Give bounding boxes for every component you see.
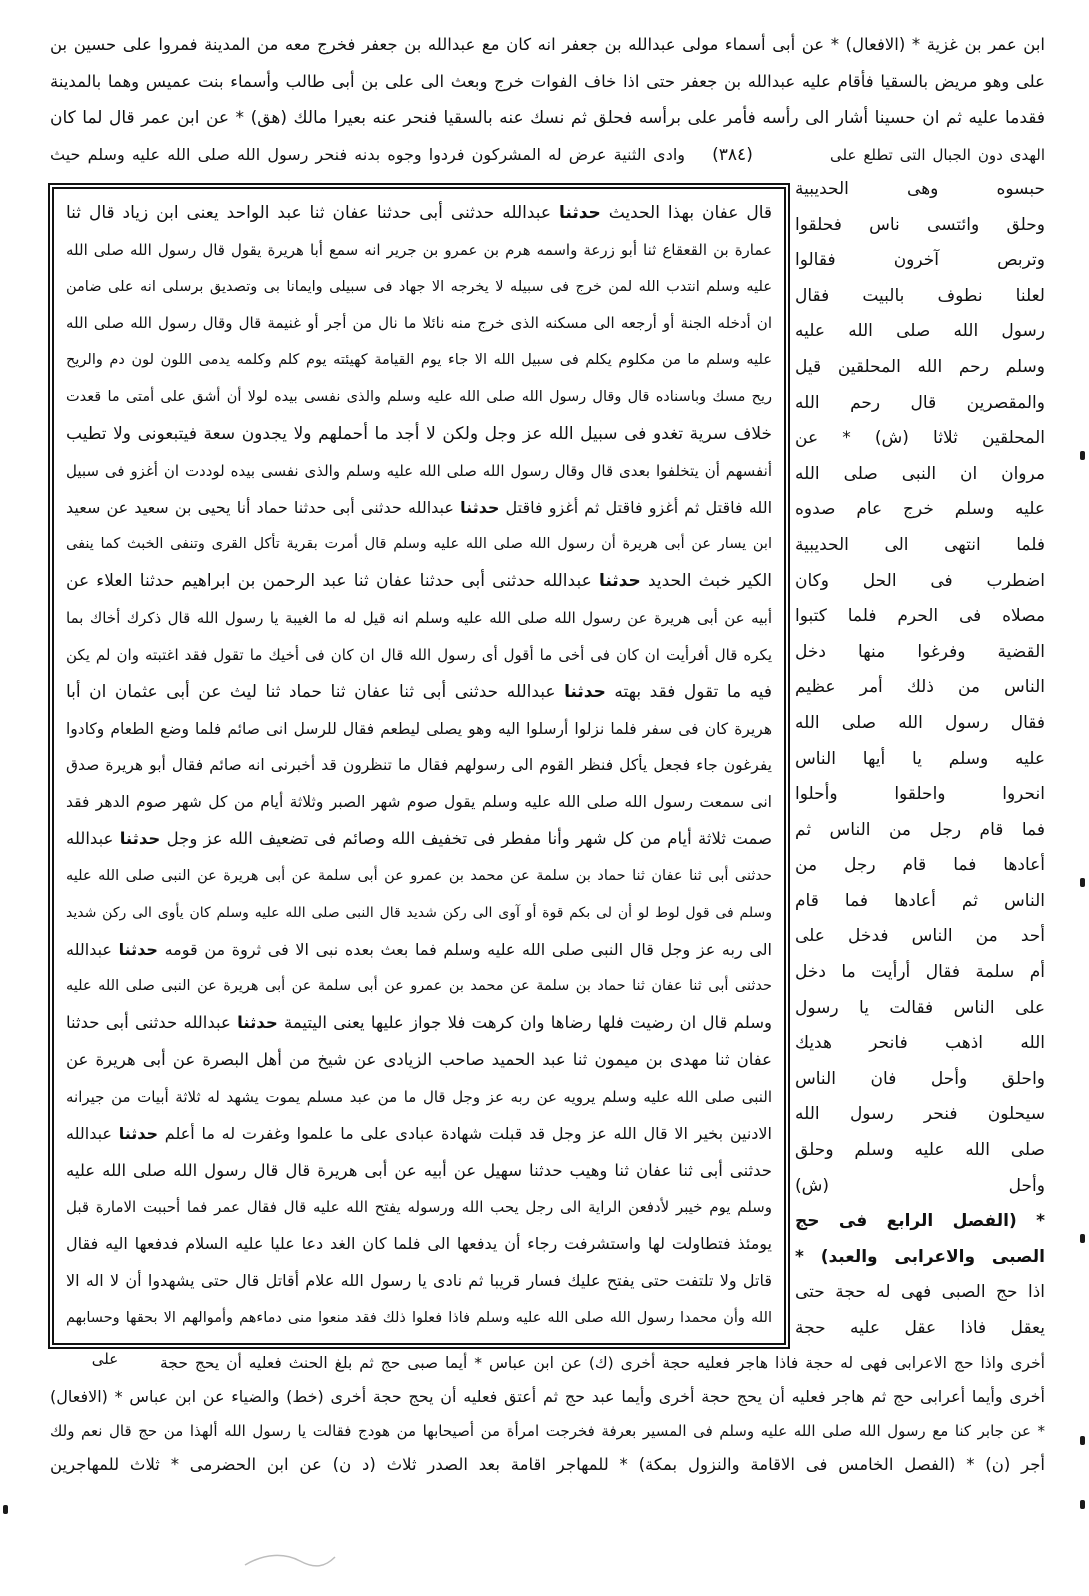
- scan-mark: [1080, 1500, 1085, 1509]
- margin-text-line: عليه وسلم خرج عام صدوه: [795, 499, 1045, 520]
- scan-mark: [1080, 1436, 1085, 1445]
- hadith-text-line: النبى صلى الله عليه وسلم يرويه عن ربه عز وجل قال ما من عبد مسلم يموت يشهد له ثلاثة أبيات من جيرانه: [66, 1087, 772, 1106]
- margin-text-line: الله اذهب فانحر هديك: [795, 1033, 1045, 1054]
- hadith-text-line: عفان ثنا مهدى بن ميمون ثنا عبد الحميد صاحب الزيادى عن شيخ من أهل البصرة عن أبى هريرة عن: [66, 1050, 772, 1070]
- isnad-marker: حدثنا: [119, 829, 161, 849]
- margin-text-line: يعقل فاذا عقل عليه حجة: [795, 1318, 1045, 1338]
- hadith-text-line: الله وأن محمدا رسول الله صلى الله عليه وسلم فاذا فعلوا ذلك فقد منعوا منى دماءهم وأموالهم الا بحقها وحسابهم: [66, 1309, 772, 1326]
- footer-text-line: أجر (ن) * (الفصل الخامس فى الاقامة والنزول بمكة) * للمهاجر اقامة بعد الصدر ثلاث (د ن) عن ابن الحضرمى * ثلاث للمهاجرين: [50, 1455, 1045, 1474]
- header-text-line: فقدما عليه ثم ان حسينا أشار الى رأسه فأمر على برأسه فحلق ثم نسك عنه بالسقيا فنحر عنه بعيرا مالك (هق) * عن ابن عمر قال لما كان: [50, 108, 1045, 129]
- footer-text-line: أخرى وأيما أعرابى حج ثم هاجر فعليه أن يحج حجة أخرى وأيما عبد حج ثم أعتق فعليه أن يحج حجة أخرى (خط) والضياء عن ابن عباس * (الافعال): [50, 1387, 1045, 1406]
- hadith-text-line: هريرة كان فى سفر فلما نزلوا أرسلوا اليه وهو يصلى ليطعم فقال للرسل انى صائم فلما وضع الطعام وكادوا: [66, 719, 772, 738]
- margin-text-line: اذا حج الصبى فهى له حجة حتى: [795, 1282, 1045, 1303]
- header-text-line-right-part: الهدى دون الجبال التى تطلع على: [830, 146, 1045, 165]
- hadith-text-line: الى ربه عز وجل قال النبى صلى الله عليه وسلم فما بعث بعده نبى الا فى ثروة من قومه حدثنا عبدالله: [66, 939, 772, 959]
- footer-text-line: * عن جابر كنا مع رسول الله صلى الله عليه وسلم فى المسير بعرفة فخرجت امرأة من أصيحابها من هودج فقالت يا رسول الله ألهذا من حج قال نعم ولك: [50, 1422, 1045, 1440]
- hadith-text-line: فيه ما تقول فقد بهته حدثنا عبدالله حدثنى أبى ثنا عفان ثنا حماد ثنا ليث عن أبى عثمان ان أبا: [66, 681, 772, 702]
- hadith-text-line: يكره قال أفرأيت ان كان فى أخى ما أقول أى رسول الله قال ان كان فى أخيك ما تقول فقد اغتبته وان لم يكن: [66, 645, 772, 664]
- isnad-marker: حدثنا: [598, 571, 641, 592]
- isnad-marker: حدثنا: [559, 203, 601, 223]
- scan-mark: [3, 1505, 8, 1514]
- chapter-heading-line: الصبى والاعرابى والعبد) *: [795, 1246, 1045, 1267]
- margin-text-line: فما قام رجل من الناس ثم: [795, 819, 1045, 840]
- margin-text-line: فقال رسول الله صلى الله: [795, 712, 1045, 733]
- footer-text-line: أخرى واذا حج الاعرابى فهى له حجة فاذا هاجر فعليه حجة أخرى (ك) عن ابن عباس * أيما صبى حج ثم بلغ الحنث فعليه أن يحج حجة: [160, 1354, 1045, 1372]
- margin-text-line: مروان ان النبى صلى الله: [795, 463, 1045, 484]
- margin-text-line: وتربص آخرون فقالوا: [795, 250, 1045, 271]
- scan-smudge: [240, 1545, 340, 1575]
- hadith-text-line: يومئذ فتطاولت لها واستشرفت رجاء أن يدفعها الى فلما كان الغد دعا عليا عليه السلام فدفعها اليه فقال: [66, 1234, 772, 1254]
- header-text-line: على وهو مريض بالسقيا فأقام عليه عبدالله بن جعفر حتى اذا خاف الفوات خرج وبعث الى على بن أبى طالب وأسماء بنت عميس وهما بالمدينة: [50, 71, 1045, 91]
- hadith-text-line: صمت ثلاثة أيام من كل شهر وأنا مفطر فى تخفيف الله وصائم فى تضعيف الله عز وجل حدثنا عبدالله: [66, 829, 772, 849]
- chapter-heading-line: * (الفصل الرابع فى حج: [795, 1211, 1045, 1232]
- hadith-text-line: وسلم فى قول لوط لو أن لى بكم قوة أو آوى الى ركن شديد قال النبى صلى الله عليه وسلم كان يأوى الى ركن شديد: [66, 904, 772, 921]
- isnad-marker: حدثنا: [564, 681, 606, 702]
- main-text-lines: [66, 195, 772, 1337]
- scan-mark: [1080, 878, 1085, 887]
- header-text-line-left-part: وادى الثنية عرض له المشركون فردوا وجوه بدنه فنحر رسول الله صلى الله عليه وسلم حيث: [50, 145, 685, 165]
- margin-text-line: رسول الله صلى الله عليه: [795, 321, 1045, 342]
- top-text-block: [50, 27, 1045, 174]
- margin-text-line: صلى الله عليه وسلم وحلق: [795, 1140, 1045, 1161]
- hadith-text-line: وسلم قال ان رضيت فلها رضاها وان كرهت فلا جواز عليها يعنى اليتيمة حدثنا عبدالله حدثنى أبى حدثنا: [66, 1013, 772, 1033]
- hadith-text-line: عمارة بن القعقاع ثنا أبو زرعة واسمه هرم بن عمرو بن جرير انه سمع أبا هريرة يقول قال رسول الله صلى الله: [66, 240, 772, 259]
- margin-text-line: عليه وسلم يا أيها الناس: [795, 748, 1045, 769]
- margin-text-line: المحلقين ثلاثا (ش) * عن: [795, 428, 1045, 449]
- margin-text-line: مصلاه فى الحرم فلما كتبوا: [795, 606, 1045, 627]
- margin-text-line: واحلق وأحل فان الناس: [795, 1068, 1045, 1089]
- hadith-text-line: حدثنى أبى ثنا عفان ثنا حماد بن سلمة عن محمد بن عمرو عن أبى سلمة عن أبى هريرة عن النبى صلى الله عليه: [66, 978, 772, 995]
- header-text-line: ابن عمر بن غزية * (الافعال) * عن أبى أسماء مولى عبدالله بن جعفر انه كان مع عبدالله بن جعفر فخرج معه من المدينة فمروا على حسين بن: [50, 35, 1045, 54]
- scan-mark: [1080, 1234, 1085, 1243]
- margin-text-line: على الناس فقالت يا رسول: [795, 997, 1045, 1018]
- margin-text-line: سيحلون فنحر رسول الله: [795, 1104, 1045, 1125]
- margin-text-line: وحلق وائتسى ناس فحلقوا: [795, 214, 1045, 235]
- margin-text-line: حبسوه وهى الحديبية: [795, 179, 1045, 199]
- hadith-text-line: انى سمعت رسول الله صلى الله عليه وسلم يقول صوم شهر الصبر وثلاثة أيام من كل شهر صوم الدهر فقد: [66, 793, 772, 812]
- isnad-marker: حدثنا: [118, 939, 158, 959]
- margin-text-line: وسلم رحم الله المحلقين قيل: [795, 356, 1045, 377]
- margin-text-line: أحد من الناس فدخل على: [795, 926, 1045, 947]
- hadith-text-line: الادنين بخير الا قال الله عز وجل قد قبلت شهادة عبادى على ما علموا وغفرت له ما أعلم حدثنا عبدالله: [66, 1123, 772, 1143]
- hadith-text-line: الله فاقتل ثم أغزو فاقتل ثم أغزو فاقتل حدثنا عبدالله حدثنى أبى حدثنا حماد أنا يحيى بن سعيد عن سعيد: [66, 497, 772, 517]
- bottom-text-block: [50, 1346, 1045, 1482]
- hadith-text-line: حدثنى أبى ثنا عفان ثنا وهيب حدثنا سهيل عن أبيه عن أبى هريرة قال قال رسول الله صلى الله عليه: [66, 1160, 772, 1180]
- isnad-marker: حدثنا: [237, 1013, 278, 1033]
- isnad-marker: حدثنا: [460, 497, 500, 517]
- header-text-line-with-page-number: [50, 137, 1045, 174]
- hadith-text-line: أبيه عن أبى هريرة عن رسول الله صلى الله عليه وسلم انه قيل له ما الغيبة يا رسول الله قال ذكرك أخاك بما: [66, 609, 772, 628]
- margin-text-line: انحروا واحلقوا وأحلوا: [795, 784, 1045, 805]
- hadith-text-line: عليه وسلم انتدب الله لمن خرج فى سبيله لا يخرجه الا جهاد فى سبيلى وايمانا بى وتصديق برسلى انه على ضامن: [66, 278, 772, 295]
- marginal-correction-note: على: [91, 1350, 119, 1368]
- main-text-box: [48, 183, 790, 1349]
- hadith-text-line: قاتل ولا تلتفت حتى يفتح عليك فسار قريبا ثم نادى يا رسول الله علام أقاتل قال حتى يشهدوا أن لا اله الا: [66, 1271, 772, 1291]
- scan-mark: [1080, 451, 1085, 460]
- page-number: (٣٨٤): [712, 145, 753, 166]
- margin-text-line: أم سلمة فقال أرأيت ما دخل: [795, 962, 1045, 983]
- margin-text-line: الناس ثم أعادها فما قام: [795, 890, 1045, 911]
- margin-text-line: والمقصرين قال رحم الله: [795, 392, 1045, 413]
- isnad-marker: حدثنا: [118, 1123, 159, 1143]
- hadith-text-line: ان أدخله الجنة أو أرجعه الى مسكنه الذى خرج منه نائلا ما نال من أجر أو غنيمة قال وقال رسول الله صلى الله: [66, 314, 772, 333]
- hadith-text-line: وسلم يوم خيبر لأدفعن الراية الى رجل يحب الله ورسوله يفتح الله عليه قال فقال عمر فما أحببت الامارة قبل: [66, 1198, 772, 1217]
- margin-column: [795, 172, 1045, 1347]
- margin-text-line: لعلنا نطوف بالبيت فقال: [795, 285, 1045, 306]
- margin-text-line: اضطرب فى الحل وكان: [795, 570, 1045, 591]
- hadith-text-line: حدثنى أبى ثنا عفان ثنا حماد بن سلمة عن محمد بن عمرو عن أبى سلمة عن أبى هريرة عن النبى صلى الله عليه: [66, 867, 772, 884]
- hadith-text-line: قال عفان بهذا الحديث حدثنا عبدالله حدثنى أبى حدثنا عفان ثنا عبد الواحد يعنى ابن زياد قال ثنا: [66, 203, 772, 223]
- margin-text-line: القضية وفرغوا منها دخل: [795, 641, 1045, 662]
- hadith-text-line: عليه وسلم ما من مكلوم يكلم فى سبيل الله الا جاء يوم القيامة كهيئته يوم كلم وكلمه يدمى اللون لون دم والريح: [66, 352, 772, 369]
- hadith-text-line: ريح مسك وباسناده قال وقال رسول الله صلى الله عليه وسلم والذى نفسى بيده لولا أن أشق على أمتى ما قعدت: [66, 389, 772, 406]
- hadith-text-line: ابن يسار عن أبى هريرة أن رسول الله صلى الله عليه وسلم قال أمرت بقرية تأكل القرى وتنفى الخبث كما ينفى: [66, 536, 772, 553]
- margin-text-line: أعادها فما قام رجل من: [795, 855, 1045, 876]
- footer-text-line-with-note: [50, 1346, 1045, 1380]
- hadith-text-line: الكير خبث الحديد حدثنا عبدالله حدثنى أبى حدثنا عفان ثنا عبد الرحمن بن ابراهيم حدثنا العلاء عن: [66, 571, 772, 592]
- margin-text-line: فلما انتهى الى الحديبية: [795, 534, 1045, 555]
- hadith-text-line: أنفسهم أن يتخلفوا بعدى قال وقال رسول الله صلى الله عليه وسلم والذى نفسى بيده لوددت ان أغزو فى سبيل: [66, 461, 772, 480]
- hadith-text-line: خلاف سرية تغدو فى سبيل الله عز وجل ولكن لا أجد ما أحملهم ولا يجدون سعة فيتبعونى ولا تطيب: [66, 423, 772, 444]
- hadith-text-line: يفرغون جاء فجعل يأكل فنظر القوم الى رسولهم فقال ما تنظرون قد أخبرنى انه صائم فقال أبو هريرة صدق: [66, 756, 772, 775]
- margin-text-line: الناس من ذلك أمر عظيم: [795, 677, 1045, 698]
- margin-text-line: وأحل (ش): [795, 1175, 1045, 1196]
